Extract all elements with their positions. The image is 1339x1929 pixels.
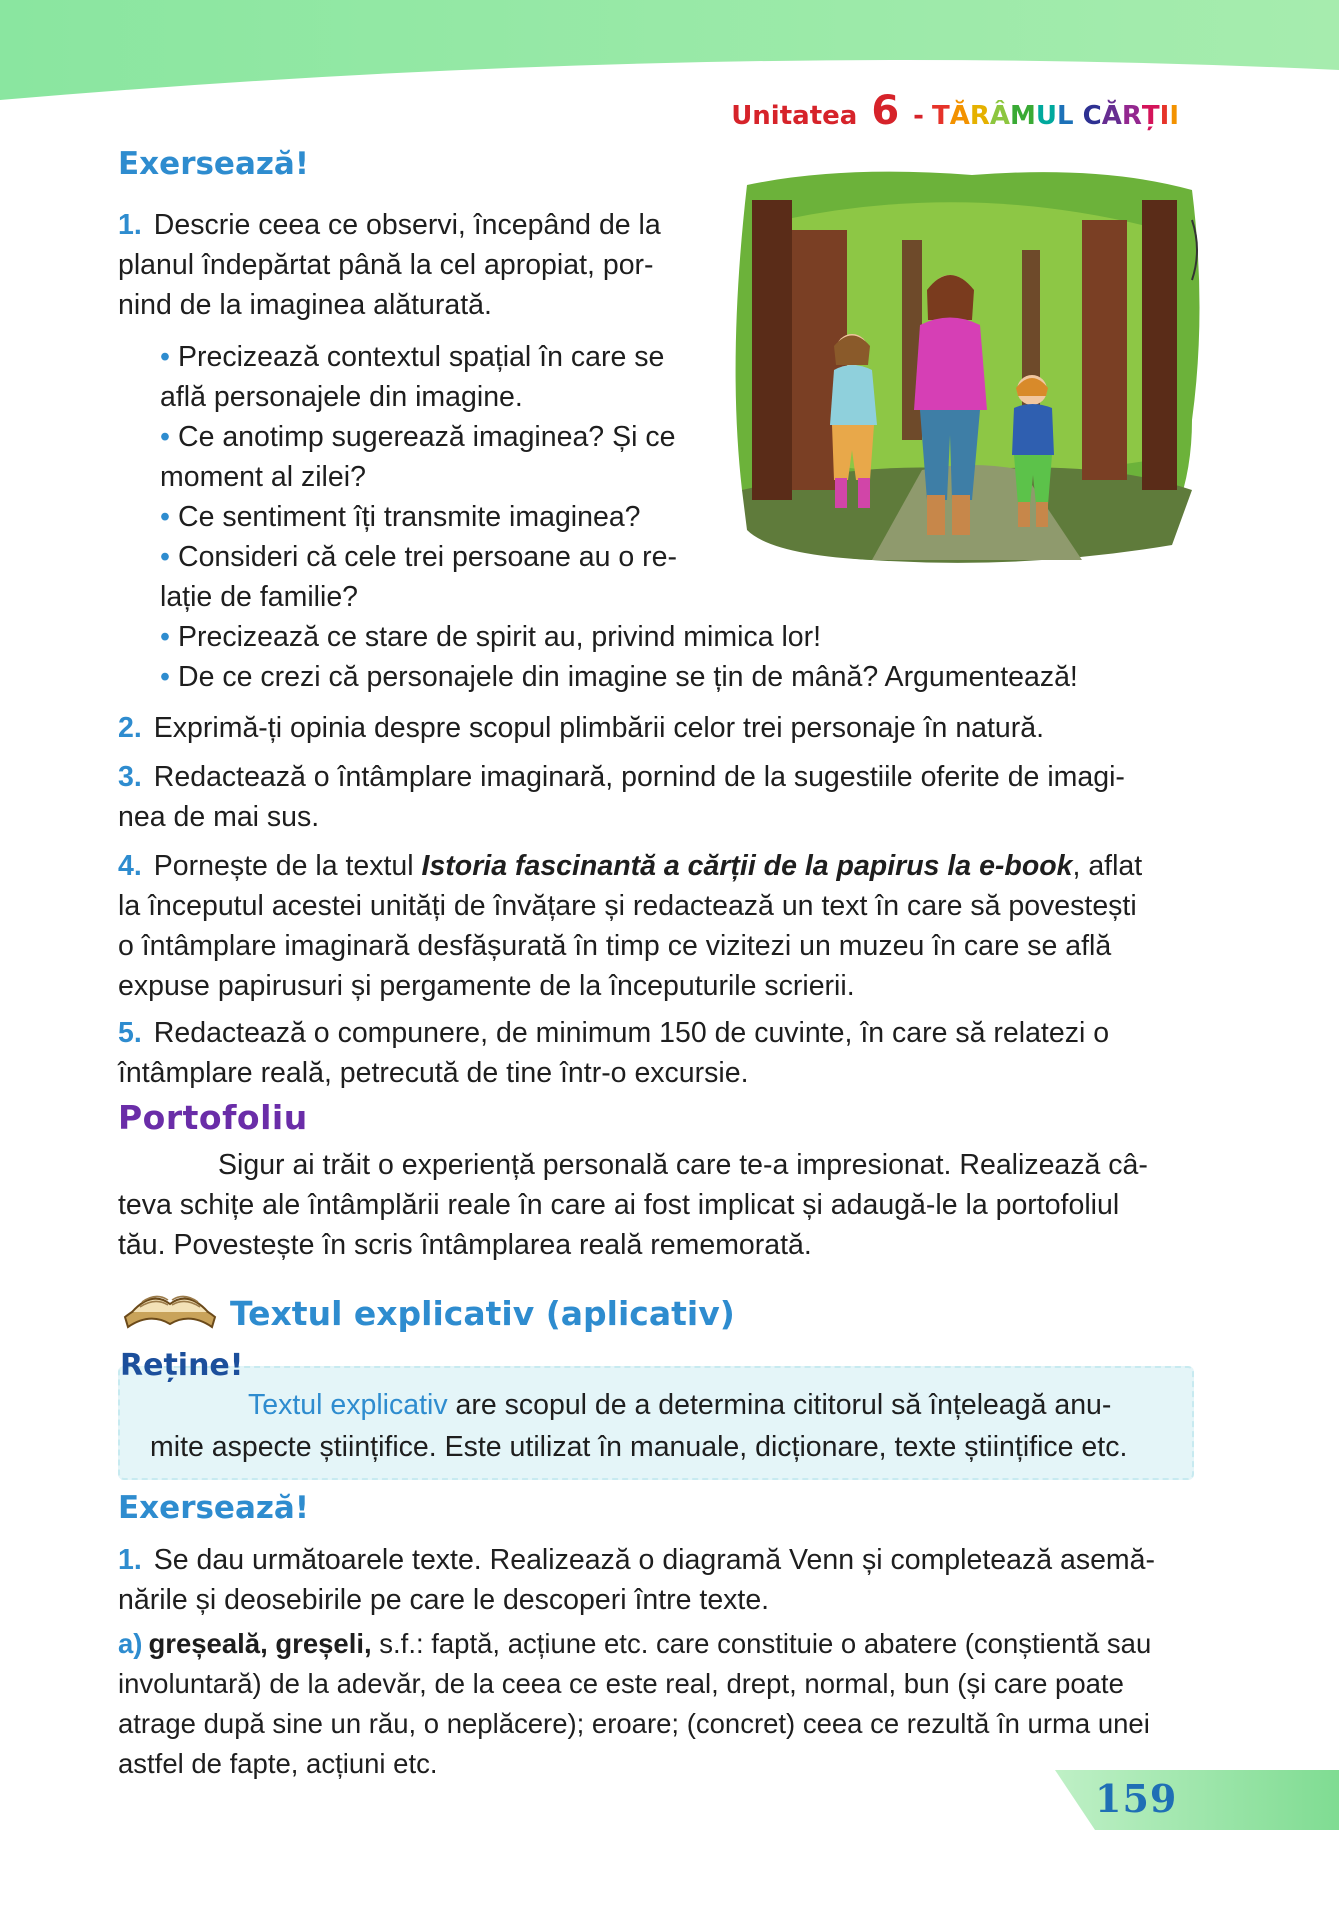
unit-title-letter: Â [989,101,1010,131]
section-title: Textul explicativ (aplicativ) [230,1294,735,1333]
exerseaza-heading-2: Exersează! [118,1490,309,1526]
unit-header [731,88,1179,134]
unit-title-letter: R [969,101,990,131]
page-number: 159 [1095,1776,1178,1821]
exercise-2-number: 2. [118,712,142,744]
portofoliu-text: Sigur ai trăit o experiență personală care te-a impresionat. Realizează câ- teva schițe ale întâmplării reale în care ai fost implicat și adaugă-le la portofoliul tău. Povestește în scris întâmplarea reală rememorată. [118,1149,1148,1261]
unit-title-letter: R [1121,101,1142,131]
bullet-item: • Consideri că cele trei persoane au o re- [160,541,677,573]
exercise-5-number: 5. [118,1017,142,1049]
unit-title-letter: Ț [1141,101,1160,131]
portofoliu-heading: Portofoliu [118,1098,308,1137]
definition-label: a) [118,1628,143,1659]
unit-number: 6 [871,88,900,134]
unit-title-letter: M [1009,101,1036,131]
unit-title-letter: L [1056,101,1074,131]
forest-family-illustration [722,160,1212,580]
unit-dash: - [913,101,924,131]
exerseaza-heading: Exersează! [118,146,309,182]
exercise-4-text: 4. Pornește de la textul Istoria fascinantă a cărții de la papirus la e-book, aflat la începutul acestei unități de învățare și redactează un text în care să povestești o întâmplare imaginară desfășurată în timp ce vizitezi un muzeu în care se află expuse papirusuri și pergamente de la începuturile scrierii. [118,850,1143,1002]
bullet-item: • Precizează contextul spațial în care se [160,341,665,373]
unit-title-letter: C [1082,101,1102,131]
exercise-3-number: 3. [118,761,142,793]
exercise-1-number: 1. [118,209,142,241]
unit-word: Unitatea [731,101,858,131]
exercise-5-text: 5. Redactează o compunere, de minimum 150 de cuvinte, în care să relatezi o întâmplare reală, petrecută de tine într-o excursie. [118,1017,1110,1089]
unit-title-letter: U [1035,101,1057,131]
book-title: Istoria fascinantă a cărții de la papirus la e-book [421,850,1073,882]
unit-title-letter: T [931,101,950,131]
retine-heading: Reține! [120,1348,244,1383]
definition-a: a) greșeală, greșeli, s.f.: faptă, acțiune etc. care constituie o abatere (conștientă sau involuntară) de la adevăr, de la ceea ce este real, drept, normal, bun (și care poate atrage după sine un rău, o neplăcere); eroare; (concret) ceea ce rezultă în urma unei astfel de fapte, acțiuni etc. [118,1628,1152,1779]
headword: greșeală, greșeli, [148,1628,372,1659]
exercise-3-text: 3. Redactează o întâmplare imaginară, pornind de la sugestiile oferite de imagi- nea de mai sus. [118,761,1125,833]
bullet-item: • De ce crezi că personajele din imagine se țin de mână? Argumentează! [160,661,1078,693]
unit-title-letter [1074,101,1083,131]
open-book-icon [120,1272,220,1342]
unit-title-letter: I [1169,101,1179,131]
unit-title-letter: Ă [1101,101,1122,131]
unit-title [932,101,1179,131]
exercise-2-1-number: 1. [118,1544,142,1576]
retine-text: Textul explicativ are scopul de a determina cititorul să înțeleagă anu- mite aspecte științifice. Este utilizat în manuale, dicționare, texte științifice etc. [150,1389,1128,1463]
exercise-1-bullets: • Precizează contextul spațial în care se află personajele din imagine. • Ce anotimp sugerează imaginea? Și ce moment al zilei? • Ce sentiment îți transmite imaginea? • Consideri că cele trei persoane au o re- lație de familie? • Precizează ce stare de spirit au, privind mimica lor! • De ce crezi că personajele din imagine se țin de mână? Argumentează! [160,337,1200,697]
unit-title-letter: I [1159,101,1170,131]
unit-title-letter: Ă [949,101,970,131]
bullet-item: • Ce anotimp sugerează imaginea? Și ce [160,421,676,453]
exercise-4-number: 4. [118,850,142,882]
exercise-1-text: 1. Descrie ceea ce observi, începând de la planul îndepărtat până la cel apropiat, por- nind de la imaginea alăturată. [118,209,661,321]
bullet-item: • Precizează ce stare de spirit au, privind mimica lor! [160,621,822,653]
exercise-2-text: 2. Exprimă-ți opinia despre scopul plimbării celor trei personaje în natură. [118,712,1045,744]
term-highlight: Textul explicativ [248,1389,448,1421]
bullet-item: • Ce sentiment îți transmite imaginea? [160,501,641,533]
exercise-2-1-text: 1. Se dau următoarele texte. Realizează o diagramă Venn și completează asemă- nările și deosebirile pe care le descoperi între texte. [118,1544,1156,1616]
